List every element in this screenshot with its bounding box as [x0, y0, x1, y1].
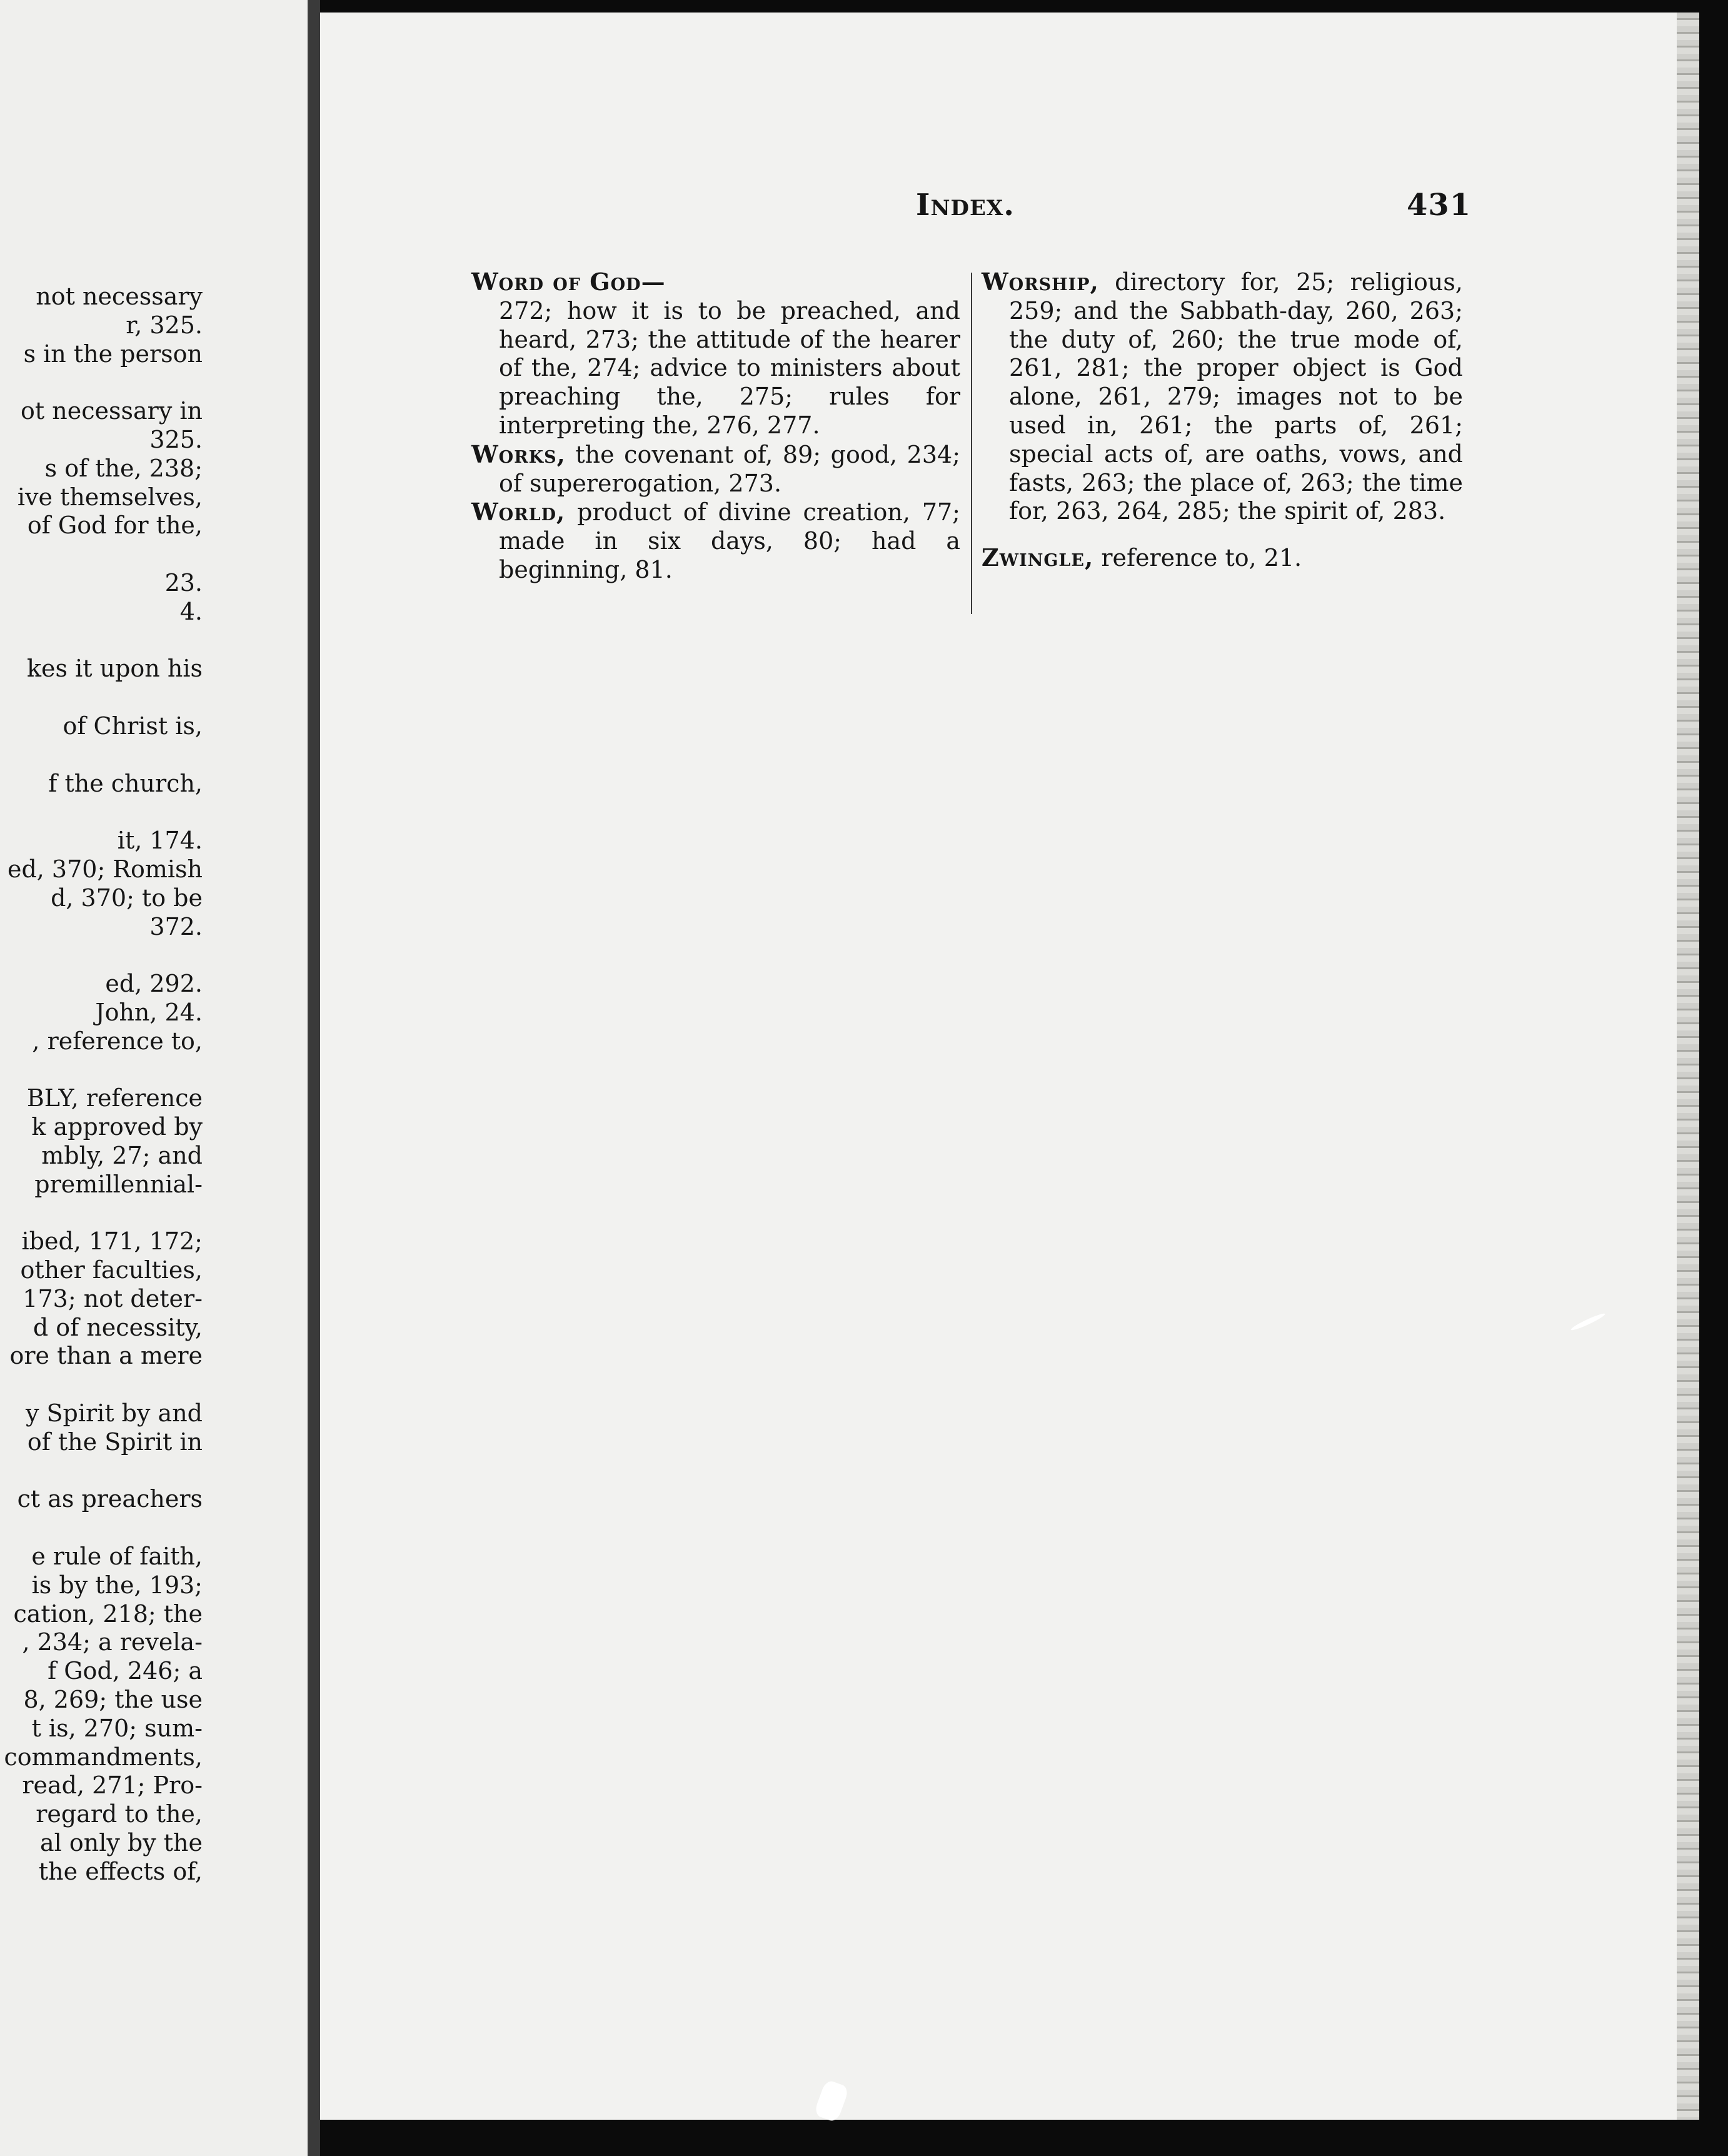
left-page-fragment-line: BLY, reference — [26, 1084, 203, 1112]
left-page-fragment-line — [0, 683, 203, 712]
left-page-fragment-line: ive themselves, — [17, 483, 203, 511]
left-page-fragment-line: of Christ is, — [63, 712, 203, 740]
left-page-fragment-line: r, 325. — [126, 311, 203, 339]
left-page-fragment-line: commandments, — [4, 1743, 203, 1771]
left-page-fragment-line: d, 370; to be — [51, 884, 203, 912]
index-entry-zwingle — [982, 543, 1463, 573]
left-page-fragment-line: 4. — [179, 597, 203, 625]
left-page-fragment-line — [0, 540, 203, 569]
left-page-fragment-line — [0, 741, 203, 770]
left-page-fragment-line — [0, 1199, 203, 1228]
left-page-fragment-line — [0, 1371, 203, 1399]
index-column-left — [471, 268, 960, 585]
column-divider — [971, 273, 972, 614]
left-page-fragment-line: t is, 270; sum- — [31, 1714, 203, 1742]
left-page-fragment-line: 173; not deter- — [23, 1284, 203, 1312]
left-page-fragment-line: 325. — [149, 425, 203, 453]
left-page-fragment-line: k approved by — [31, 1113, 203, 1141]
left-page-fragment-line: read, 271; Pro- — [22, 1771, 203, 1800]
left-page-fragment-line: s of the, 238; — [44, 454, 203, 482]
left-page-fragment-line: ed, 292. — [105, 970, 203, 998]
entry-text: 272; how it is to be preached, and heard, 273; the attitude of the hearer of the, 274; advice to ministers about preaching the, 275; rules for interpreting the, 276, 277. — [499, 296, 960, 439]
left-page-fragment-line — [0, 798, 203, 827]
left-page-fragment-line — [0, 627, 203, 655]
left-page — [0, 0, 308, 2156]
index-entry-worship — [982, 268, 1463, 526]
left-page-fragment-line: s in the person — [23, 340, 203, 368]
left-page-fragment-line — [0, 941, 203, 970]
entry-text: product of divine creation, 77; made in six days, 80; had a beginning, 81. — [499, 498, 960, 583]
entry-text: reference to, 21. — [1093, 544, 1302, 572]
left-page-fragment-line: the effects of, — [38, 1857, 203, 1885]
left-page-fragment-line: of God for the, — [27, 511, 203, 540]
left-page-fragment-line: f the church, — [48, 769, 203, 797]
page-edge — [1677, 13, 1699, 2120]
index-entry-world — [471, 498, 960, 584]
index-entry-works — [471, 440, 960, 498]
left-page-fragment-line: ed, 370; Romish — [7, 855, 203, 883]
index-column-right — [982, 268, 1463, 573]
left-page-fragment-line: ct as preachers — [17, 1485, 203, 1513]
left-page-fragment-line: 23. — [164, 568, 203, 597]
entry-text: directory for, 25; religious, 259; and the Sabbath-day, 260, 263; the duty of, 260; the true mode of, 261, 281; the proper object is God alone, 261, 279; images not to be used in, 261; the parts of, 261; special acts of, are oaths, vows, and fasts, 263; the place of, 263; the time for, 263, 264, 285; the spirit of, 283. — [1009, 268, 1463, 525]
left-page-fragment-line: premillennial- — [34, 1170, 203, 1198]
left-page-fragment-column — [0, 283, 203, 1886]
left-page-fragment-line: mbly, 27; and — [41, 1141, 203, 1169]
index-entry-word-of-god — [471, 268, 960, 440]
entry-heading: Worship, — [982, 268, 1099, 296]
left-page-fragment-line: y Spirit by and — [25, 1399, 203, 1428]
left-page-fragment-line: al only by the — [39, 1829, 203, 1857]
left-page-fragment-line: ot necessary in — [21, 397, 203, 425]
left-page-fragment-line: ibed, 171, 172; — [21, 1227, 203, 1256]
left-page-fragment-line: John, 24. — [95, 998, 203, 1026]
left-page-fragment-line: cation, 218; the — [13, 1599, 203, 1628]
left-page-fragment-line — [0, 1056, 203, 1085]
left-page-fragment-line: , 234; a revela- — [22, 1628, 203, 1656]
left-page-fragment-line: ore than a mere — [9, 1342, 203, 1370]
left-page-fragment-line: of the Spirit in — [27, 1428, 203, 1456]
book-gutter — [308, 0, 320, 2156]
left-page-fragment-line: d of necessity, — [33, 1313, 203, 1341]
left-page-fragment-line: , reference to, — [32, 1027, 203, 1055]
left-page-fragment-line: kes it upon his — [27, 655, 203, 683]
left-page-fragment-line: other faculties, — [20, 1256, 203, 1284]
left-page-fragment-line — [0, 1514, 203, 1543]
left-page-fragment-line: 8, 269; the use — [23, 1686, 203, 1714]
left-page-fragment-line: is by the, 193; — [31, 1571, 203, 1599]
left-page-fragment-line — [0, 368, 203, 397]
left-page-fragment-line: f God, 246; a — [48, 1657, 203, 1685]
running-head: Index. — [916, 188, 1015, 223]
left-page-fragment-line: e rule of faith, — [31, 1543, 203, 1571]
entry-heading: Works, — [471, 440, 566, 468]
left-page-fragment-line: not necessary — [36, 283, 203, 310]
entry-heading: Zwingle, — [982, 543, 1094, 572]
entry-text: the covenant of, 89; good, 234; of supererogation, 273. — [499, 440, 960, 497]
left-page-fragment-line: regard to the, — [36, 1800, 203, 1828]
entry-heading: World, — [471, 498, 566, 526]
page-number: 431 — [1407, 188, 1472, 223]
left-page-fragment-line: it, 174. — [117, 827, 203, 855]
left-page-fragment-line — [0, 1457, 203, 1486]
entry-heading: Word of God— — [471, 268, 666, 296]
left-page-fragment-line: 372. — [149, 912, 203, 940]
